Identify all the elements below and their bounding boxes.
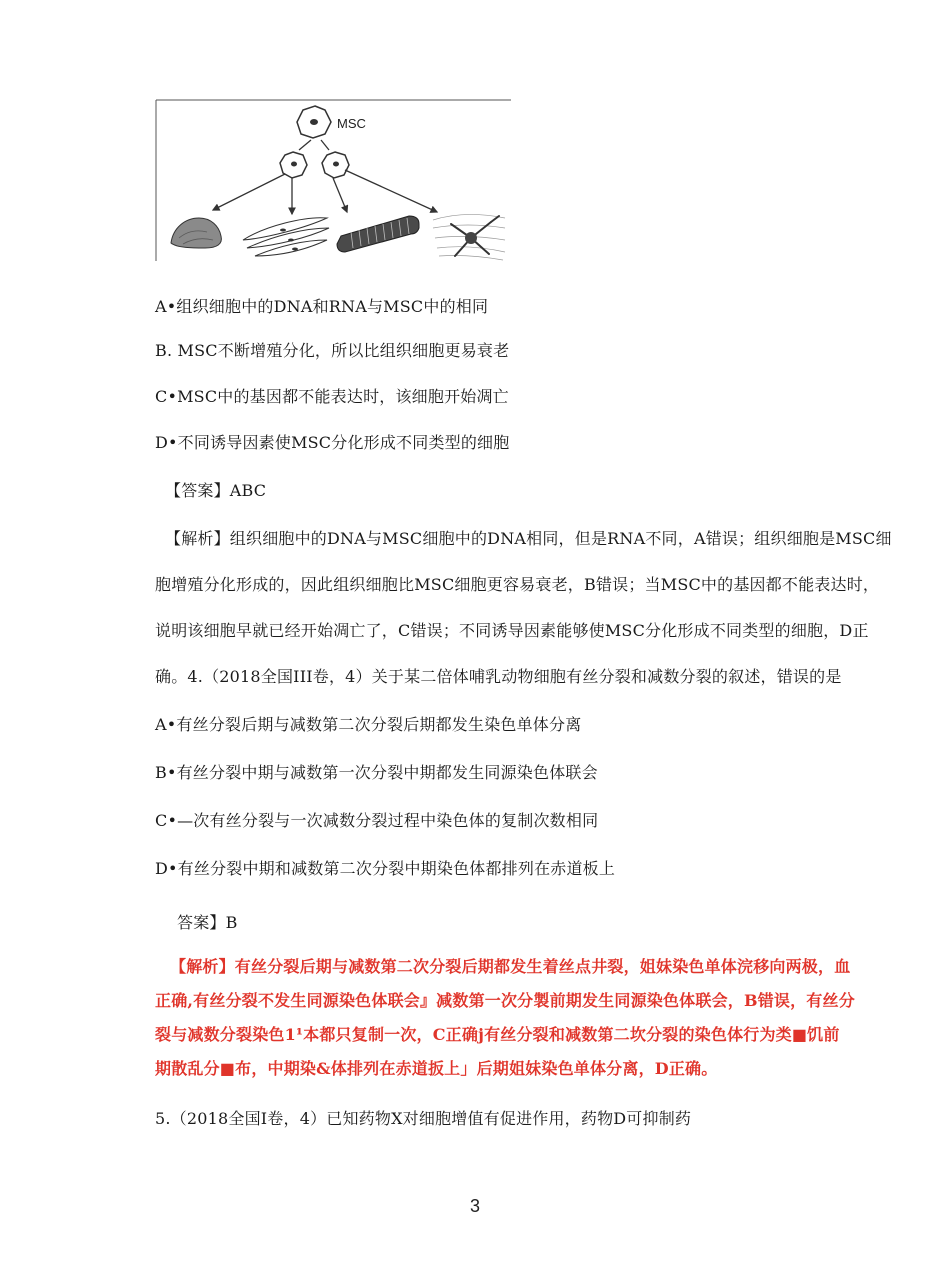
q5-stem: 5.（2018全国Ⅰ卷，4）已知药物X对细胞增值有促进作用，药物D可抑制药: [155, 1109, 692, 1128]
q3-analysis-line-1: 【解析】组织细胞中的DNA与MSC细胞中的DNA相同，但是RNA不同，A错误；组织细胞是MSC细: [165, 529, 892, 548]
q4-option-d: D•有丝分裂中期和减数第二次分裂中期染色体都排列在赤道板上: [155, 859, 616, 878]
q3-option-a: A•组织细胞中的DNA和RNA与MSC中的相同: [155, 297, 489, 316]
skeletal-muscle-icon: [337, 216, 419, 252]
q4-analysis-line-2: 正确,有丝分裂不发生同源染色体联会』减数第一次分製前期发生同源染色体联会，B错误，有丝分: [155, 991, 855, 1010]
smooth-muscle-icon: [243, 218, 329, 256]
q3-option-d: D•不同诱导因素使MSC分化形成不同类型的细胞: [155, 433, 510, 452]
q3-analysis-line-2: 胞增殖分化形成的，因此组织细胞比MSC细胞更容易衰老，B错误；当MSC中的基因都不能表达时，: [155, 575, 880, 594]
q4-option-a: A•有丝分裂后期与减数第二次分裂后期都发生染色单体分离: [155, 715, 582, 734]
q3-answer: 【答案】ABC: [165, 481, 267, 500]
q4-analysis-line-3: 裂与减数分裂染色1¹本都只复制一次，C正确j有丝分裂和减数第二坎分裂的染色体行为类■饥前: [155, 1025, 840, 1044]
q4-answer: 答案】B: [177, 913, 238, 932]
q3-option-c: C•MSC中的基因都不能表达时，该细胞开始凋亡: [155, 387, 509, 406]
msc-differentiation-figure: [155, 98, 511, 263]
q4-analysis-line-1: 【解析】有丝分裂后期与减数第二次分裂后期都发生着丝点井裂，姐妹染色单体浣移向两极，血: [170, 957, 851, 976]
tissue-cell-blob-icon: [171, 218, 221, 248]
q3-analysis-line-3: 说明该细胞早就已经开始凋亡了，C错误；不同诱导因素能够使MSC分化形成不同类型的细胞，D正: [155, 621, 869, 640]
q4-analysis-line-4: 期散乱分■布，中期染&体排列在赤道扳上」后期姐妹染色单体分离，D正确。: [155, 1059, 718, 1078]
q3-analysis-line-4: 确。4.（2018全国III卷，4）关于某二倍体哺乳动物细胞有丝分裂和减数分裂的叙述，错误的是: [155, 667, 842, 686]
nerve-cell-icon: [433, 214, 505, 260]
q4-option-b: B•有丝分裂中期与减数第一次分裂中期都发生同源染色体联会: [155, 763, 598, 782]
msc-cell-icon: [297, 106, 331, 138]
q3-option-b: B. MSC不断增殖分化，所以比组织细胞更易衰老: [155, 341, 510, 360]
page-number: 3: [469, 1196, 480, 1216]
q4-option-c: C•—次有丝分裂与一次减数分裂过程中染色体的复制次数相同: [155, 811, 599, 830]
msc-label: MSC: [337, 116, 366, 131]
daughter-cell-right-icon: [322, 152, 349, 178]
